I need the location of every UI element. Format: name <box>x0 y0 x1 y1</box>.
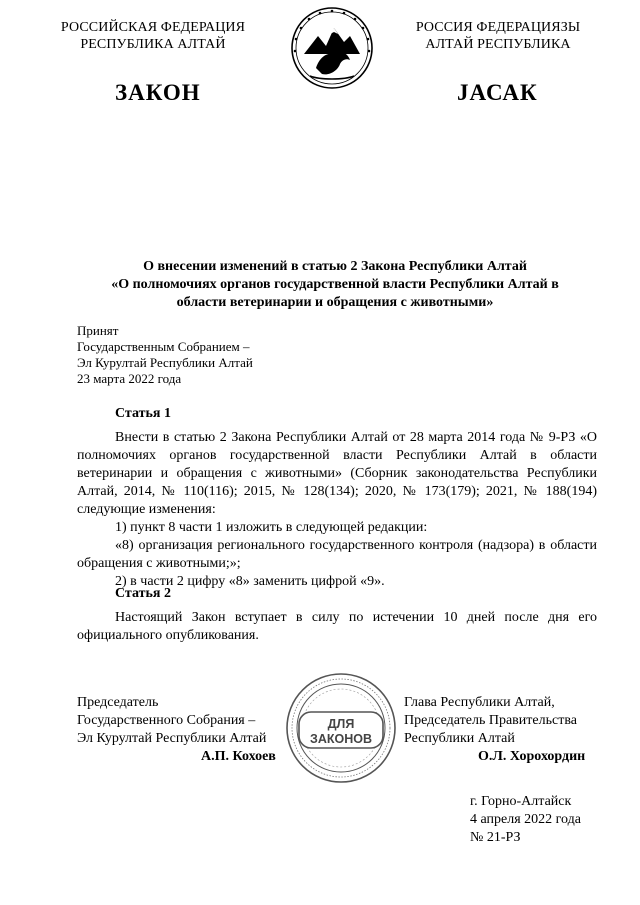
header-left-line1: РОССИЙСКАЯ ФЕДЕРАЦИЯ <box>60 20 246 35</box>
article-1-item-1: 1) пункт 8 части 1 изложить в следующей редакции: <box>115 520 428 535</box>
article-1 <box>77 405 597 591</box>
signature-right-line1: Глава Республики Алтай, <box>404 695 555 710</box>
law-title-line3: области ветеринарии и обращения с животными» <box>176 295 494 310</box>
footer-city: г. Горно-Алтайск <box>470 794 572 809</box>
signature-right-line3: Республики Алтай <box>404 731 515 746</box>
adopted-line2: Государственным Собранием – <box>77 339 250 354</box>
header-right <box>395 19 601 53</box>
signature-left-line1: Председатель <box>77 695 159 710</box>
doc-type-right: ЈАСАК <box>457 80 538 105</box>
header-right-line2: АЛТАЙ РЕСПУБЛИКА <box>425 37 571 52</box>
header-left-line2: РЕСПУБЛИКА АЛТАЙ <box>80 37 226 52</box>
signature-left-line2: Государственного Собрания – <box>77 713 256 728</box>
footer-number: № 21-РЗ <box>470 830 521 845</box>
signature-left-name: А.П. Кохоев <box>201 749 276 764</box>
stamp-text-line1: ДЛЯ <box>327 717 355 731</box>
article-1-item-1-text: «8) организация регионального государственного контроля (надзора) в области обращения с животными;»; <box>77 538 597 571</box>
footer-block <box>470 793 581 847</box>
footer-date: 4 апреля 2022 года <box>470 812 581 827</box>
doc-type-left: ЗАКОН <box>115 80 201 105</box>
article-2-heading: Статья 2 <box>115 586 171 601</box>
stamp-seal <box>285 672 397 784</box>
signature-left-line3: Эл Курултай Республики Алтай <box>77 731 267 746</box>
adopted-line1: Принят <box>77 323 119 338</box>
signature-left <box>77 694 276 766</box>
adopted-block <box>77 323 253 387</box>
adopted-line4: 23 марта 2022 года <box>77 371 182 386</box>
law-title <box>70 258 600 312</box>
law-title-line1: О внесении изменений в статью 2 Закона Республики Алтай <box>143 259 527 274</box>
header-left <box>48 19 258 53</box>
signature-right-name: О.Л. Хорохордин <box>478 749 586 764</box>
stamp-text-line2: ЗАКОНОВ <box>310 732 372 746</box>
article-1-paragraph: Внести в статью 2 Закона Республики Алтай от 28 марта 2014 года № 9-РЗ «О полномочиях органов государственной власти Республики Алтай в области ветеринарии и обращения с животными» (Сборник законодательства Республики Алтай, 2014, № 110(116); 2015, № 128(134); 2020, № 173(179); 2021, № 188(194) следующие изменения: <box>77 430 597 517</box>
header-right-line1: РОССИЯ ФЕДЕРАЦИЯЗЫ <box>415 20 581 35</box>
signature-right <box>404 694 585 766</box>
republic-emblem-icon <box>290 6 374 90</box>
article-1-item-2: 2) в части 2 цифру «8» заменить цифрой «9». <box>115 574 385 589</box>
adopted-line3: Эл Курултай Республики Алтай <box>77 355 253 370</box>
signature-right-line2: Председатель Правительства <box>404 713 577 728</box>
article-2-paragraph: Настоящий Закон вступает в силу по истечении 10 дней после дня его официального опубликования. <box>77 610 597 643</box>
article-2 <box>77 585 597 645</box>
law-title-line2: «О полномочиях органов государственной власти Республики Алтай в <box>111 277 559 292</box>
article-1-heading: Статья 1 <box>115 406 171 421</box>
